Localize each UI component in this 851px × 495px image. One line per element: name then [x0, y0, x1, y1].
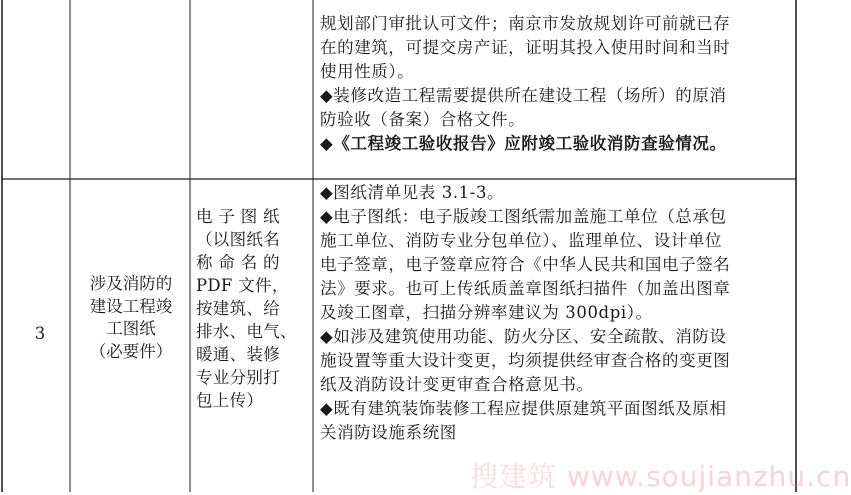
- description-line: PDF 文件，: [196, 276, 289, 295]
- requirement-line: 使用性质）。: [320, 62, 415, 81]
- requirement-line: ◆电子图纸：电子版竣工图纸需加盖施工单位（总承包: [320, 207, 727, 226]
- watermark-url: www.soujianzhu.cn: [567, 460, 851, 493]
- item-name-line: （必要件）: [89, 341, 173, 361]
- description-line: 专业分别打: [196, 368, 280, 387]
- requirement-line: ◆既有建筑装饰装修工程应提供原建筑平面图纸及原相: [320, 399, 727, 418]
- item-name-line: 工图纸: [106, 319, 156, 338]
- requirement-line: 关消防设施系统图: [320, 423, 457, 442]
- watermark-logo-text: 搜建筑: [470, 460, 558, 493]
- description-line: 称 命 名 的: [196, 253, 280, 272]
- requirement-line: ◆图纸清单见表 3.1-3。: [320, 183, 505, 202]
- material-description-cell: [196, 205, 308, 412]
- requirement-line: ◆装修改造工程需要提供所在建设工程（场所）的原消: [320, 86, 727, 105]
- requirement-line: 施工单位、消防专业分包单位）、监理单位、设计单位: [320, 231, 723, 250]
- description-line: 电 子 图 纸: [196, 207, 280, 226]
- description-line: 包上传）: [196, 391, 264, 410]
- requirement-line: 及竣工图章，扫描分辨率建议为 300dpi）。: [320, 303, 653, 322]
- requirement-line: 法》要求。也可上传纸质盖章图纸扫描件（加盖出图章: [320, 279, 731, 298]
- item-name-line: 涉及消防的: [89, 274, 173, 293]
- row-number: 3: [34, 324, 46, 343]
- description-line: 排水、电气、: [196, 322, 297, 341]
- description-line: 暖通、装修: [196, 345, 280, 364]
- requirement-line: 在的建筑，可提交房产证，证明其投入使用时间和当时: [320, 38, 731, 57]
- description-line: （以图纸名: [196, 230, 280, 249]
- requirement-line: 电子签章，电子签章应符合《中华人民共和国电子签名: [320, 255, 731, 274]
- continued-requirements-cell: [320, 12, 790, 156]
- requirement-line: 纸及消防设计变更审查合格意见书。: [320, 375, 594, 394]
- item-name-cell: [80, 273, 182, 363]
- description-line: 按建筑、给: [196, 299, 280, 318]
- requirement-line: 施设置等重大设计变更，均须提供经审查合格的变更图: [320, 351, 731, 370]
- item-name-line: 建设工程竣: [89, 296, 173, 316]
- requirements-cell: [320, 181, 790, 445]
- requirement-line: ◆如涉及建筑使用功能、防火分区、安全疏散、消防设: [320, 327, 727, 346]
- requirement-line: 规划部门审批认可文件；南京市发放规划许可前就已存: [320, 14, 731, 33]
- completion-report-requirement: ◆《工程竣工验收报告》应附竣工验收消防查验情况。: [320, 134, 727, 153]
- requirement-line: 防验收（备案）合格文件。: [320, 110, 526, 129]
